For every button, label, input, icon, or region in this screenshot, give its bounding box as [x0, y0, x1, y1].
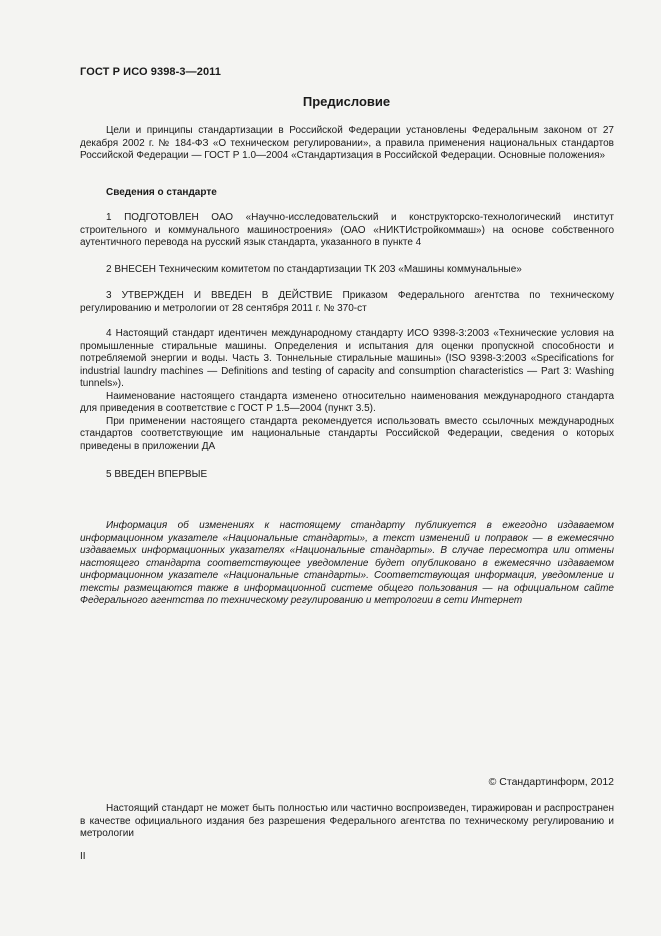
item-5: 5 ВВЕДЕН ВПЕРВЫЕ	[106, 469, 208, 480]
copyright: © Стандартинформ, 2012	[488, 776, 614, 788]
page-number: II	[80, 851, 86, 862]
item-2-block	[80, 264, 614, 277]
intro-block	[80, 125, 614, 163]
item-1: 1 ПОДГОТОВЛЕН ОАО «Научно-исследовательский и конструкторско-технологический институт строительного и коммунального машиностроения» (ОАО «НИКТИстройкоммаш») на основе собственного аутентичного перевода на русский язык стандарта, указанного в пункте 4	[80, 212, 614, 248]
intro-paragraph: Цели и принципы стандартизации в Российской Федерации установлены Федеральным законом от 27 декабря 2002 г. № 184-ФЗ «О техническом регулировании», а правила применения национальных стандартов Российской Федерации — ГОСТ Р 1.0—2004 «Стандартизация в Российской Федерации. Основные положения»	[80, 125, 614, 161]
footer-paragraph: Настоящий стандарт не может быть полностью или частично воспроизведен, тиражирован и распространен в качестве официального издания без разрешения Федерального агентства по техническому регулированию и метрологии	[80, 803, 614, 839]
page-title-text: Предисловие	[302, 94, 391, 109]
item-3-block	[80, 290, 614, 315]
page-title	[0, 94, 661, 109]
section-heading: Сведения о стандарте	[106, 187, 217, 198]
document-code: ГОСТ Р ИСО 9398-3—2011	[80, 66, 221, 78]
item-4-paragraph-2: Наименование настоящего стандарта изменено относительно наименования международного стандарта для приведения в соответствие с ГОСТ Р 1.5—2004 (пункт 3.5).	[80, 390, 614, 414]
item-4-paragraph-1: 4 Настоящий стандарт идентичен международному стандарту ИСО 9398-3:2003 «Технические условия на промышленные стиральные машины. Определения и испытания для оценки пропускной способности и потребляемой энергии и воды. Часть 3. Тоннельные стиральные машины» (ISO 9398-3:2003 «Specifications for industrial laundry machines — Definitions and testing of capacity and consumption characteristics — Part 3: Washing tunnels»).	[80, 328, 614, 389]
item-3: 3 УТВЕРЖДЕН И ВВЕДЕН В ДЕЙСТВИЕ Приказом Федерального агентства по техническому регулированию и метрологии от 28 сентября 2011 г. № 370-ст	[80, 290, 614, 314]
item-4-block	[80, 328, 614, 453]
item-5-block	[80, 469, 614, 482]
notice-block	[80, 520, 614, 608]
footer-block	[80, 803, 614, 841]
section-heading-block	[80, 187, 614, 200]
item-1-block	[80, 212, 614, 250]
item-2: 2 ВНЕСЕН Техническим комитетом по стандартизации ТК 203 «Машины коммунальные»	[106, 264, 522, 275]
notice-paragraph: Информация об изменениях к настоящему стандарту публикуется в ежегодно издаваемом информационном указателе «Национальные стандарты», а текст изменений и поправок — в ежемесячно издаваемых информационных указателях «Национальные стандарты». В случае пересмотра или отмены настоящего стандарта соответствующее уведомление будет опубликовано в ежемесячно издаваемом информационном указателе «Национальные стандарты». Соответствующая информация, уведомление и тексты размещаются также в информационной системе общего пользования — на официальном сайте Федерального агентства по техническому регулированию и метрологии в сети Интернет	[80, 520, 614, 606]
item-4-paragraph-3: При применении настоящего стандарта рекомендуется использовать вместо ссылочных международных стандартов соответствующие им национальные стандарты Российской Федерации, сведения о которых приведены в приложении ДА	[80, 415, 614, 452]
